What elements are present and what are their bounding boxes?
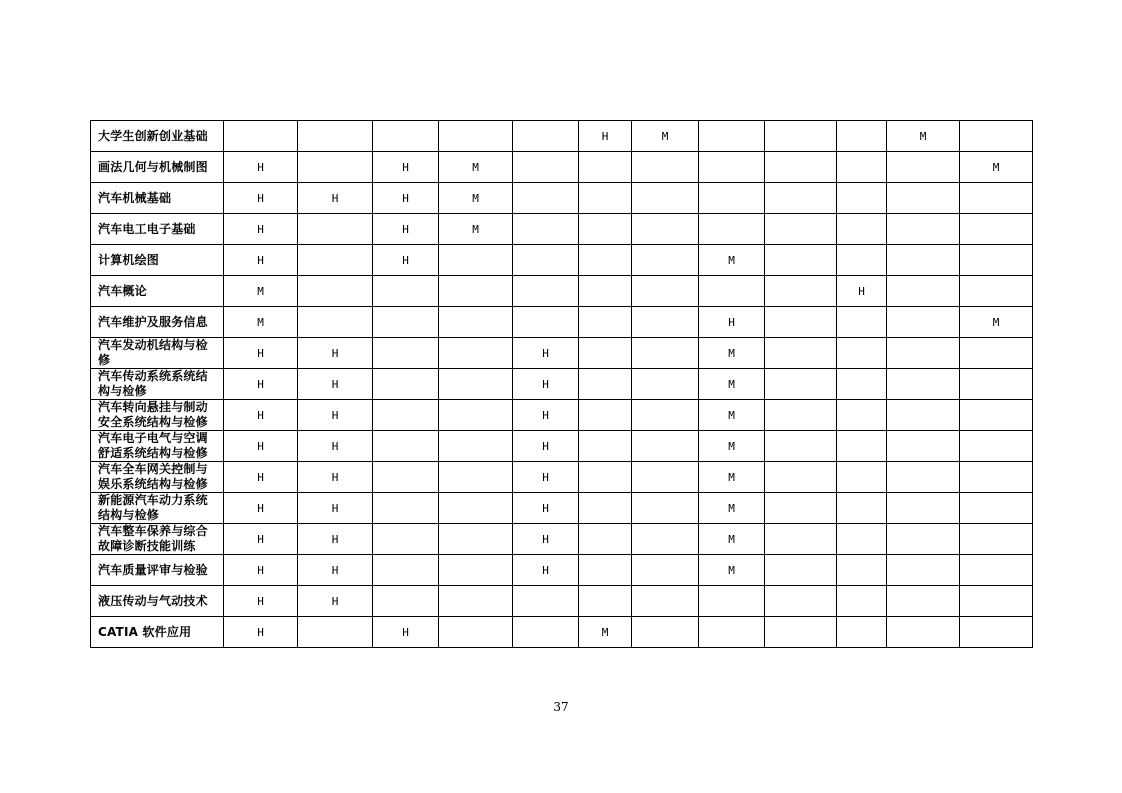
- rating-cell: H: [373, 214, 439, 245]
- rating-cell: M: [960, 307, 1033, 338]
- rating-cell: [960, 369, 1033, 400]
- rating-cell: [960, 586, 1033, 617]
- rating-cell: M: [579, 617, 632, 648]
- rating-cell: H: [224, 214, 298, 245]
- rating-cell: H: [373, 617, 439, 648]
- rating-cell: [699, 152, 765, 183]
- rating-cell: [373, 121, 439, 152]
- rating-cell: [579, 462, 632, 493]
- rating-cell: [298, 245, 373, 276]
- rating-cell: [513, 245, 579, 276]
- rating-cell: [837, 245, 887, 276]
- table-row: [91, 121, 1033, 152]
- rating-cell: [699, 586, 765, 617]
- rating-cell: [373, 524, 439, 555]
- rating-cell: H: [224, 152, 298, 183]
- rating-cell: [887, 183, 960, 214]
- rating-cell: [579, 369, 632, 400]
- rating-cell: [837, 555, 887, 586]
- rating-cell: [439, 586, 513, 617]
- rating-cell: [513, 276, 579, 307]
- rating-cell: [298, 121, 373, 152]
- rating-cell: [960, 431, 1033, 462]
- rating-cell: M: [632, 121, 699, 152]
- rating-cell: H: [513, 555, 579, 586]
- rating-cell: [960, 245, 1033, 276]
- rating-cell: [887, 276, 960, 307]
- rating-cell: [632, 183, 699, 214]
- rating-cell: M: [224, 276, 298, 307]
- rating-cell: [298, 307, 373, 338]
- rating-cell: [699, 214, 765, 245]
- course-name-cell: 汽车机械基础: [91, 183, 224, 214]
- rating-cell: [960, 214, 1033, 245]
- rating-cell: H: [513, 369, 579, 400]
- rating-cell: [439, 555, 513, 586]
- course-name-cell: 计算机绘图: [91, 245, 224, 276]
- rating-cell: [632, 307, 699, 338]
- rating-cell: [887, 586, 960, 617]
- rating-cell: [373, 338, 439, 369]
- rating-cell: [439, 276, 513, 307]
- rating-cell: [439, 307, 513, 338]
- rating-cell: [373, 276, 439, 307]
- table-row: [91, 338, 1033, 369]
- rating-cell: H: [224, 524, 298, 555]
- rating-cell: [579, 276, 632, 307]
- rating-cell: H: [298, 431, 373, 462]
- course-name-cell: 汽车发动机结构与检修: [91, 338, 224, 369]
- rating-cell: [579, 183, 632, 214]
- rating-cell: H: [224, 400, 298, 431]
- rating-cell: [837, 493, 887, 524]
- rating-cell: [632, 276, 699, 307]
- rating-cell: H: [298, 183, 373, 214]
- rating-cell: [837, 369, 887, 400]
- course-name-cell: 新能源汽车动力系统结构与检修: [91, 493, 224, 524]
- rating-cell: M: [699, 245, 765, 276]
- rating-cell: [960, 400, 1033, 431]
- rating-cell: [439, 493, 513, 524]
- rating-cell: [632, 152, 699, 183]
- rating-cell: [439, 524, 513, 555]
- rating-cell: [579, 586, 632, 617]
- rating-cell: H: [298, 462, 373, 493]
- rating-cell: [960, 121, 1033, 152]
- rating-cell: [632, 462, 699, 493]
- rating-cell: [960, 493, 1033, 524]
- rating-cell: [632, 431, 699, 462]
- rating-cell: [837, 617, 887, 648]
- rating-cell: [699, 276, 765, 307]
- rating-cell: [439, 431, 513, 462]
- table-row: [91, 307, 1033, 338]
- rating-cell: H: [224, 338, 298, 369]
- rating-cell: [439, 462, 513, 493]
- rating-cell: [887, 245, 960, 276]
- rating-cell: [513, 617, 579, 648]
- rating-cell: [837, 214, 887, 245]
- rating-cell: H: [224, 493, 298, 524]
- rating-cell: [439, 338, 513, 369]
- table-row: [91, 152, 1033, 183]
- rating-cell: M: [224, 307, 298, 338]
- rating-cell: [765, 338, 837, 369]
- rating-cell: H: [224, 462, 298, 493]
- table-row: [91, 183, 1033, 214]
- course-name-cell: 汽车全车网关控制与娱乐系统结构与检修: [91, 462, 224, 493]
- rating-cell: [579, 524, 632, 555]
- course-name-cell: 汽车转向悬挂与制动安全系统结构与检修: [91, 400, 224, 431]
- rating-cell: H: [298, 338, 373, 369]
- rating-cell: [632, 338, 699, 369]
- rating-cell: [298, 214, 373, 245]
- rating-cell: [579, 152, 632, 183]
- course-matrix-body: [91, 121, 1033, 648]
- rating-cell: [373, 400, 439, 431]
- rating-cell: [373, 431, 439, 462]
- rating-cell: H: [224, 369, 298, 400]
- rating-cell: H: [513, 400, 579, 431]
- rating-cell: [960, 617, 1033, 648]
- rating-cell: [632, 214, 699, 245]
- rating-cell: H: [373, 152, 439, 183]
- rating-cell: [298, 276, 373, 307]
- rating-cell: [439, 617, 513, 648]
- rating-cell: [579, 214, 632, 245]
- rating-cell: [699, 183, 765, 214]
- rating-cell: [837, 183, 887, 214]
- table-row: [91, 493, 1033, 524]
- table-row: [91, 400, 1033, 431]
- rating-cell: M: [699, 369, 765, 400]
- rating-cell: [887, 307, 960, 338]
- rating-cell: [765, 214, 837, 245]
- rating-cell: [632, 617, 699, 648]
- rating-cell: [632, 586, 699, 617]
- rating-cell: [513, 214, 579, 245]
- rating-cell: H: [699, 307, 765, 338]
- rating-cell: [513, 307, 579, 338]
- rating-cell: [579, 493, 632, 524]
- table-row: [91, 245, 1033, 276]
- table-row: [91, 276, 1033, 307]
- rating-cell: [837, 307, 887, 338]
- rating-cell: [887, 338, 960, 369]
- rating-cell: H: [224, 586, 298, 617]
- table-row: [91, 214, 1033, 245]
- rating-cell: [632, 493, 699, 524]
- rating-cell: [887, 524, 960, 555]
- rating-cell: H: [298, 400, 373, 431]
- rating-cell: [439, 369, 513, 400]
- rating-cell: [439, 121, 513, 152]
- rating-cell: [765, 431, 837, 462]
- rating-cell: [887, 400, 960, 431]
- course-name-cell: 大学生创新创业基础: [91, 121, 224, 152]
- rating-cell: [699, 617, 765, 648]
- rating-cell: [373, 493, 439, 524]
- rating-cell: [887, 617, 960, 648]
- rating-cell: H: [837, 276, 887, 307]
- rating-cell: M: [699, 431, 765, 462]
- rating-cell: [837, 152, 887, 183]
- rating-cell: [513, 152, 579, 183]
- rating-cell: [887, 462, 960, 493]
- rating-cell: [513, 586, 579, 617]
- course-name-cell: 汽车整车保养与综合故障诊断技能训练: [91, 524, 224, 555]
- rating-cell: M: [699, 400, 765, 431]
- rating-cell: H: [513, 431, 579, 462]
- rating-cell: [632, 369, 699, 400]
- rating-cell: H: [513, 524, 579, 555]
- rating-cell: [765, 183, 837, 214]
- table-row: [91, 369, 1033, 400]
- rating-cell: H: [224, 431, 298, 462]
- rating-cell: [579, 400, 632, 431]
- rating-cell: [765, 493, 837, 524]
- course-name-cell: 汽车质量评审与检验: [91, 555, 224, 586]
- rating-cell: [373, 307, 439, 338]
- rating-cell: [632, 400, 699, 431]
- table-row: [91, 586, 1033, 617]
- rating-cell: [224, 121, 298, 152]
- rating-cell: H: [513, 338, 579, 369]
- rating-cell: [765, 524, 837, 555]
- rating-cell: [373, 555, 439, 586]
- rating-cell: H: [298, 369, 373, 400]
- rating-cell: [837, 338, 887, 369]
- rating-cell: [579, 431, 632, 462]
- rating-cell: [579, 338, 632, 369]
- rating-cell: [765, 276, 837, 307]
- rating-cell: M: [699, 493, 765, 524]
- rating-cell: [699, 121, 765, 152]
- rating-cell: [632, 524, 699, 555]
- rating-cell: [513, 121, 579, 152]
- rating-cell: [887, 555, 960, 586]
- rating-cell: H: [579, 121, 632, 152]
- table-row: [91, 431, 1033, 462]
- table-row: [91, 617, 1033, 648]
- course-name-cell: 画法几何与机械制图: [91, 152, 224, 183]
- rating-cell: [439, 245, 513, 276]
- rating-cell: M: [699, 462, 765, 493]
- rating-cell: [632, 245, 699, 276]
- rating-cell: [765, 307, 837, 338]
- rating-cell: [765, 152, 837, 183]
- rating-cell: [960, 524, 1033, 555]
- rating-cell: [887, 369, 960, 400]
- rating-cell: H: [224, 183, 298, 214]
- rating-cell: [960, 462, 1033, 493]
- rating-cell: [837, 400, 887, 431]
- rating-cell: M: [439, 152, 513, 183]
- rating-cell: H: [224, 617, 298, 648]
- table-row: [91, 524, 1033, 555]
- course-name-cell: 汽车电子电气与空调舒适系统结构与检修: [91, 431, 224, 462]
- rating-cell: [960, 555, 1033, 586]
- rating-cell: M: [439, 214, 513, 245]
- rating-cell: H: [298, 555, 373, 586]
- rating-cell: H: [298, 586, 373, 617]
- rating-cell: [887, 214, 960, 245]
- course-name-cell: 汽车传动系统系统结构与检修: [91, 369, 224, 400]
- rating-cell: [765, 245, 837, 276]
- rating-cell: H: [513, 462, 579, 493]
- rating-cell: [765, 121, 837, 152]
- course-name-cell: 液压传动与气动技术: [91, 586, 224, 617]
- rating-cell: [887, 152, 960, 183]
- rating-cell: [837, 462, 887, 493]
- rating-cell: M: [887, 121, 960, 152]
- rating-cell: [765, 586, 837, 617]
- rating-cell: [298, 617, 373, 648]
- rating-cell: [887, 493, 960, 524]
- course-name-cell: CATIA 软件应用: [91, 617, 224, 648]
- rating-cell: [837, 524, 887, 555]
- rating-cell: [837, 586, 887, 617]
- rating-cell: H: [224, 245, 298, 276]
- rating-cell: H: [513, 493, 579, 524]
- rating-cell: [373, 369, 439, 400]
- course-name-cell: 汽车概论: [91, 276, 224, 307]
- rating-cell: [373, 586, 439, 617]
- rating-cell: H: [373, 245, 439, 276]
- rating-cell: [579, 307, 632, 338]
- rating-cell: [887, 431, 960, 462]
- rating-cell: [960, 338, 1033, 369]
- rating-cell: M: [699, 524, 765, 555]
- course-name-cell: 汽车维护及服务信息: [91, 307, 224, 338]
- rating-cell: [765, 462, 837, 493]
- rating-cell: [579, 555, 632, 586]
- rating-cell: [960, 276, 1033, 307]
- rating-cell: M: [699, 338, 765, 369]
- rating-cell: [837, 431, 887, 462]
- rating-cell: M: [439, 183, 513, 214]
- rating-cell: H: [373, 183, 439, 214]
- rating-cell: M: [960, 152, 1033, 183]
- rating-cell: [579, 245, 632, 276]
- table-row: [91, 462, 1033, 493]
- rating-cell: [513, 183, 579, 214]
- rating-cell: [632, 555, 699, 586]
- rating-cell: [765, 369, 837, 400]
- rating-cell: M: [699, 555, 765, 586]
- rating-cell: [765, 617, 837, 648]
- rating-cell: H: [224, 555, 298, 586]
- rating-cell: H: [298, 524, 373, 555]
- rating-cell: [439, 400, 513, 431]
- table-row: [91, 555, 1033, 586]
- rating-cell: [765, 400, 837, 431]
- rating-cell: [373, 462, 439, 493]
- rating-cell: [960, 183, 1033, 214]
- rating-cell: [837, 121, 887, 152]
- page-number: 37: [553, 700, 569, 714]
- course-matrix-table: [90, 120, 1033, 648]
- rating-cell: H: [298, 493, 373, 524]
- rating-cell: [765, 555, 837, 586]
- rating-cell: [298, 152, 373, 183]
- course-name-cell: 汽车电工电子基础: [91, 214, 224, 245]
